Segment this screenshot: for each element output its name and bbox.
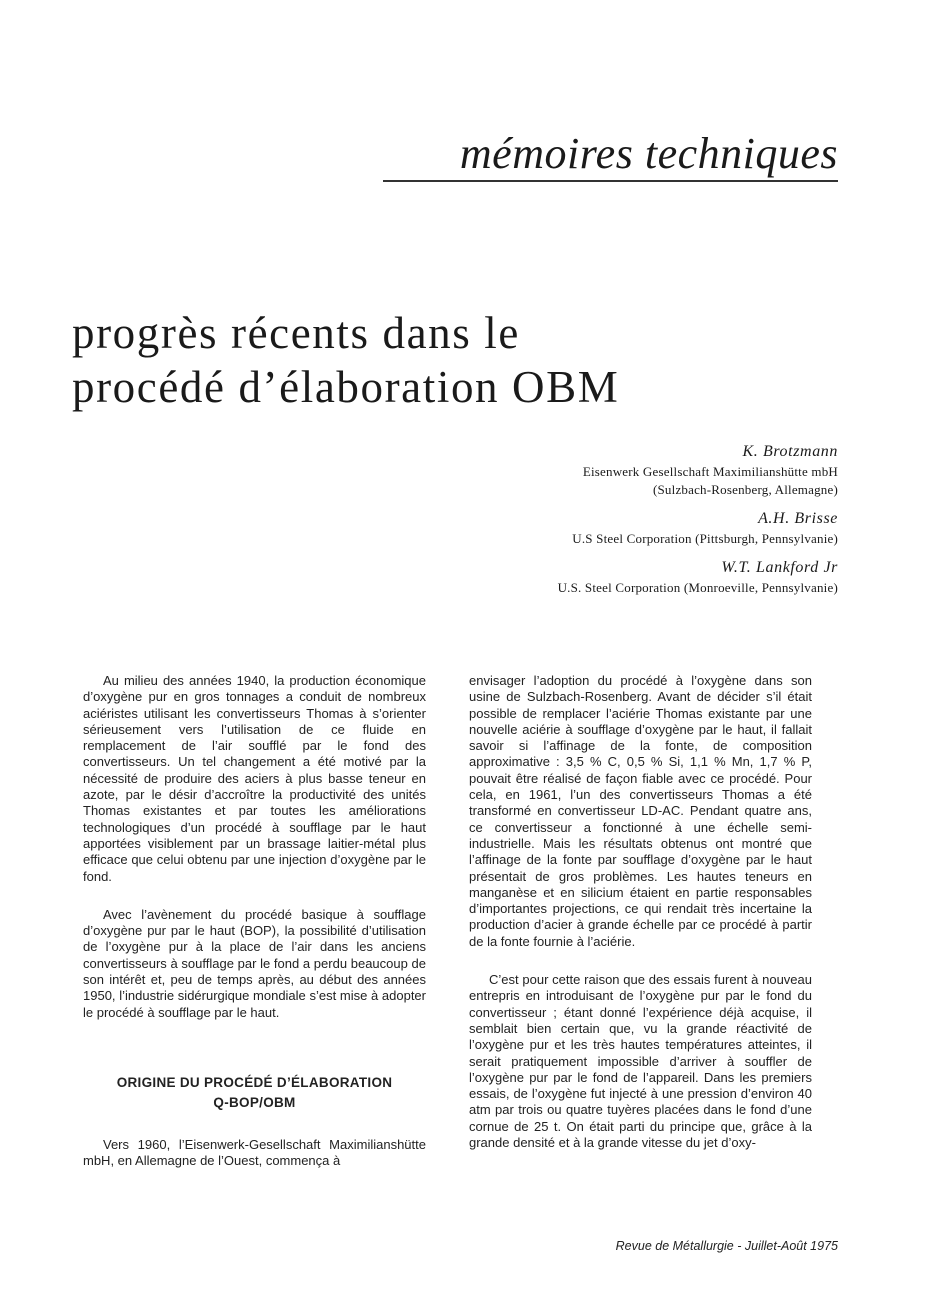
section-heading-line-1: ORIGINE DU PROCÉDÉ D’ÉLABORATION	[116, 1074, 393, 1090]
body-paragraph: C’est pour cette raison que des essais furent à nouveau entrepris en introduisant de l’oxygène pur par le fond du convertisseur ; étant donné l’expérience déjà acquise, il semblait bien certain que, vu la grande réactivité de l’oxygène pur et les très hautes températures atteintes, il serait pratiquement impossible d’arriver à souffler de l’oxygène pur par le fond de l’appareil. Dans les premiers essais, de l’oxygène fut injecté à une pression d’environ 40 atm par trois ou quatre tuyères placées dans le fond d’une cornue de 25 t. On était parti du principe que, grâce à la grande densité et à la grande vitesse du jet d’oxy-	[469, 972, 812, 1151]
author-entry	[440, 508, 838, 548]
authors-block	[440, 441, 838, 606]
body-column-left	[83, 673, 426, 1192]
body-paragraph: Au milieu des années 1940, la production économique d’oxygène pur en gros tonnages a conduit de nombreux aciéristes utilisant les convertisseurs Thomas à s’orienter sérieusement vers l’utilisation de ce fluide en remplacement de l’air soufflé par le fond des convertisseurs. Un tel changement a été motivé par la nécessité de produire des aciers à plus basse teneur en azote, par le désir d’accroître la productivité des unités Thomas existantes et par toutes les améliorations technologiques d’un procédé à soufflage par le haut apportées visiblement par un brassage laitier-métal plus efficace que celui obtenu par une injection d’oxygène par le fond.	[83, 673, 426, 884]
section-header-rule	[383, 180, 838, 182]
article-title-line-1: progrès récents dans le	[72, 308, 520, 358]
author-affiliation: (Sulzbach-Rosenberg, Allemagne)	[652, 482, 838, 497]
body-paragraph: Avec l’avènement du procédé basique à soufflage d’oxygène pur par le haut (BOP), la possibilité d’utilisation de l’oxygène pur à la place de l’air dans les anciens convertisseurs à soufflage par le fond a perdu beaucoup de son intérêt et, peu de temps après, au début des années 1950, l’industrie sidérurgique mondiale s’est mise à adopter le procédé à soufflage par le haut.	[83, 906, 426, 1020]
author-affiliation: U.S. Steel Corporation (Monroeville, Pennsylvanie)	[557, 580, 838, 595]
article-title-line-2: procédé d’élaboration OBM	[72, 362, 620, 412]
section-heading	[83, 1073, 426, 1113]
page-footer: Revue de Métallurgie - Juillet-Août 1975	[615, 1239, 838, 1253]
author-entry	[440, 557, 838, 597]
body-paragraph: Vers 1960, l’Eisenwerk-Gesellschaft Maximilianshütte mbH, en Allemagne de l’Ouest, commença à	[83, 1136, 426, 1169]
article-title	[72, 306, 792, 414]
author-name: W.T. Lankford Jr	[721, 559, 838, 576]
body-paragraph: envisager l’adoption du procédé à l’oxygène dans son usine de Sulzbach-Rosenberg. Avant de décider s’il était possible de remplacer l’aciérie Thomas existante par une nouvelle aciérie à soufflage d’oxygène par le haut, il fallait savoir si l’affinage de la fonte, de composition approximative : 3,5 % C, 0,5 % Si, 1,1 % Mn, 1,7 % P, pouvait être réalisé de façon fiable avec ce procédé. Pour cela, en 1961, l’un des convertisseurs Thomas a été transformé en convertisseur LD-AC. Pendant quatre ans, ce convertisseur a fonctionné à une échelle semi-industrielle. Mais les résultats obtenus ont montré que l’affinage de la fonte par soufflage d’oxygène par le haut présentait de gros problèmes. Les hautes teneurs en manganèse et en silicium étaient en partie responsables d’importantes projections, ce qui rendait très incertaine la production d’acier à grande échelle par ce procédé à partir de la fonte fournie à l’aciérie.	[469, 673, 812, 949]
section-header: mémoires techniques	[459, 129, 838, 178]
author-affiliation: Eisenwerk Gesellschaft Maximilianshütte mbH	[582, 464, 838, 479]
section-heading-line-2: Q-BOP/OBM	[213, 1094, 296, 1110]
author-affiliation: U.S Steel Corporation (Pittsburgh, Pennsylvanie)	[572, 531, 838, 546]
body-column-right	[469, 673, 812, 1173]
author-name: K. Brotzmann	[742, 443, 838, 460]
author-entry	[440, 441, 838, 499]
author-name: A.H. Brisse	[758, 510, 838, 527]
